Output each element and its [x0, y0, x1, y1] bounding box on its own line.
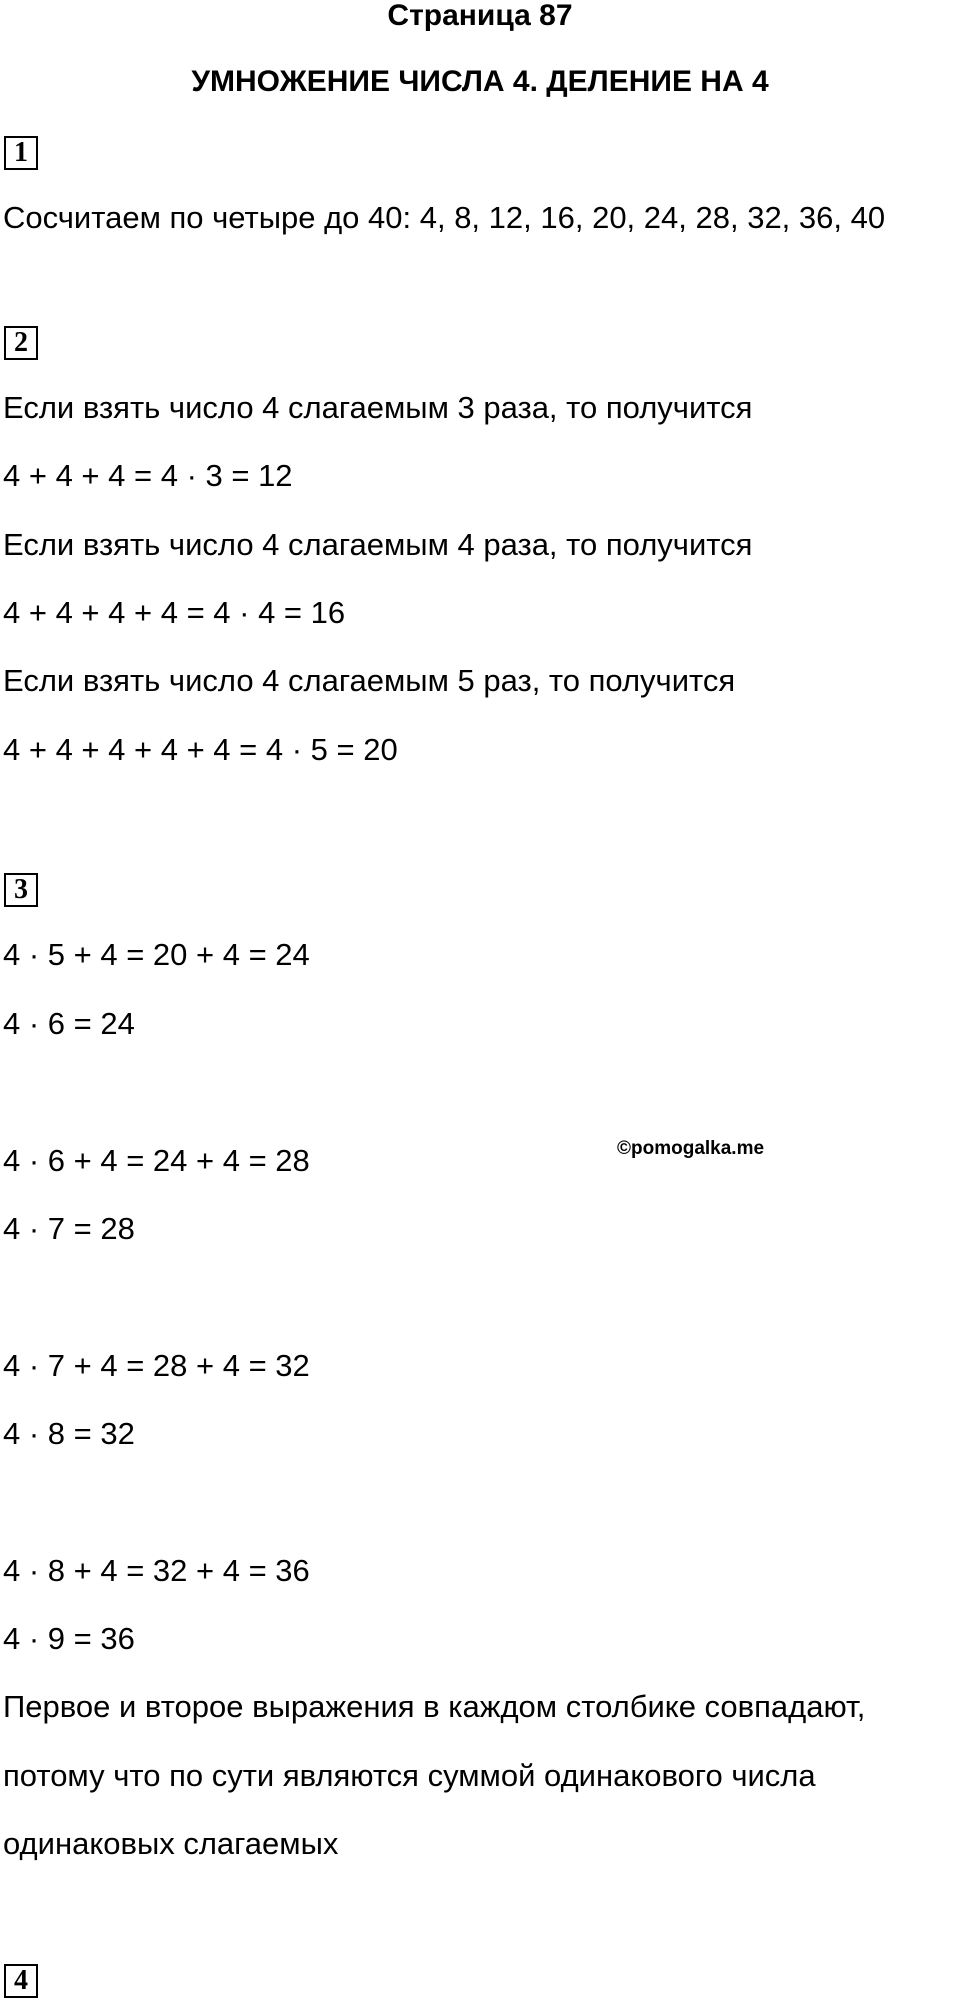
task-3-line-9: Первое и второе выражения в каждом столбике совпадают, — [3, 1689, 866, 1724]
task-number-1: 1 — [4, 136, 38, 170]
task-2-line-5: Если взять число 4 слагаемым 5 раз, то получится — [3, 663, 736, 698]
lesson-title: УМНОЖЕНИЕ ЧИСЛА 4. ДЕЛЕНИЕ НА 4 — [191, 65, 769, 98]
task-3-line-7: 4 · 8 + 4 = 32 + 4 = 36 — [3, 1553, 310, 1588]
task-3-line-11: одинаковых слагаемых — [3, 1826, 339, 1861]
task-3-line-3: 4 · 6 + 4 = 24 + 4 = 28 — [3, 1143, 310, 1178]
task-number-4: 4 — [4, 1964, 38, 1998]
task-3-line-2: 4 · 6 = 24 — [3, 1006, 135, 1041]
task-3-line-1: 4 · 5 + 4 = 20 + 4 = 24 — [3, 937, 310, 972]
task-2-line-1: Если взять число 4 слагаемым 3 раза, то получится — [3, 390, 753, 425]
task-2-line-4: 4 + 4 + 4 + 4 = 4 · 4 = 16 — [3, 595, 346, 630]
task-2-line-2: 4 + 4 + 4 = 4 · 3 = 12 — [3, 458, 293, 493]
task-3-line-8: 4 · 9 = 36 — [3, 1621, 135, 1656]
task-3-line-10: потому что по сути являются суммой одинакового числа — [3, 1758, 816, 1793]
task-number-2: 2 — [4, 326, 38, 360]
task-3-line-5: 4 · 7 + 4 = 28 + 4 = 32 — [3, 1348, 310, 1383]
task-3-line-4: 4 · 7 = 28 — [3, 1211, 135, 1246]
page-title: Страница 87 — [387, 0, 573, 32]
task-2-line-6: 4 + 4 + 4 + 4 + 4 = 4 · 5 = 20 — [3, 732, 398, 767]
task-3-line-6: 4 · 8 = 32 — [3, 1416, 135, 1451]
task-2-line-3: Если взять число 4 слагаемым 4 раза, то получится — [3, 527, 753, 562]
task-number-3: 3 — [4, 873, 38, 907]
watermark: ©pomogalka.me — [617, 1138, 765, 1159]
task-1-line-1: Сосчитаем по четыре до 40: 4, 8, 12, 16, 20, 24, 28, 32, 36, 40 — [3, 200, 886, 235]
